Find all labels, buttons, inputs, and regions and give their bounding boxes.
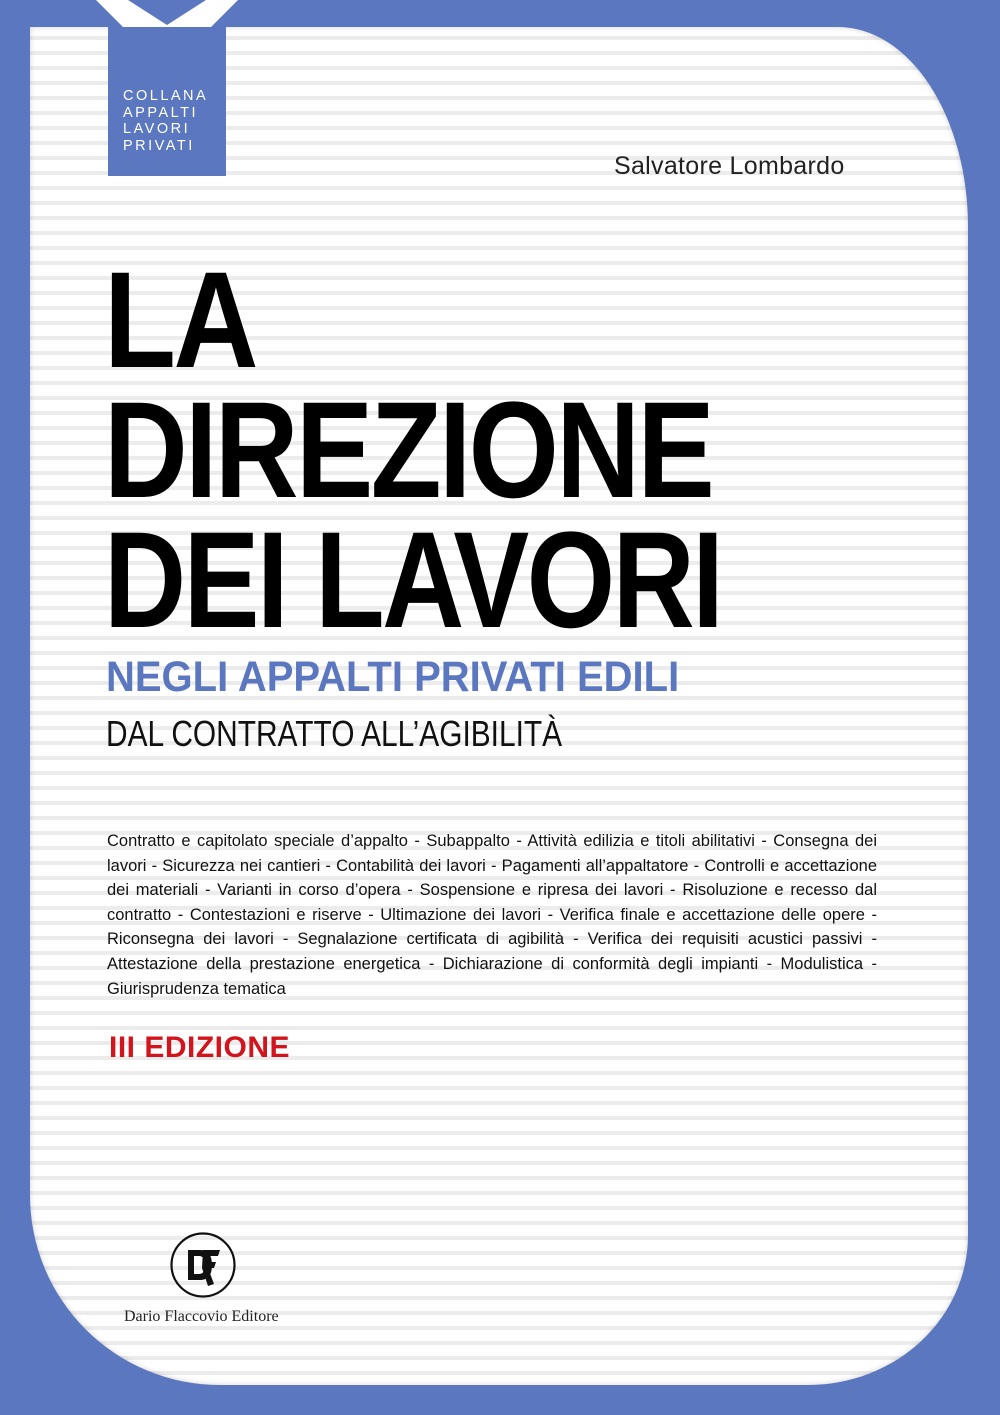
series-label-line: PRIVATI <box>123 137 195 154</box>
series-label-line: COLLANA <box>123 88 209 104</box>
series-label-line: APPALTI <box>123 104 198 121</box>
subtitle-secondary: DAL CONTRATTO ALL’AGIBILITÀ <box>106 713 563 754</box>
author-name: Salvatore Lombardo <box>614 152 845 180</box>
edition-label: III EDIZIONE <box>109 1031 291 1064</box>
series-label <box>123 88 215 154</box>
cover-card <box>30 27 968 1385</box>
title-line: LA <box>104 244 256 397</box>
topics-list: Contratto e capitolato speciale d’appalto - Subappalto - Attività edilizia e titoli abilitativi - Consegna dei lavori - Sicurezza nei cantieri - Contabilità dei lavori - Pagamenti all’appaltatore - Controlli e accettazione dei materiali - Varianti in corso d’opera - Sospensione e ripresa dei lavori - Risoluzione e recesso dal contratto - Contestazioni e riserve - Ultimazione dei lavori - Verifica finale e accettazione delle opere - Riconsegna dei lavori - Segnalazione certificata di agibilità - Verifica dei requisiti acustici passivi - Attestazione della prestazione energetica - Dichiarazione di conformità degli impianti - Modulistica - Giurisprudenza tematica <box>107 832 877 998</box>
title-line: DIREZIONE <box>104 374 713 527</box>
publisher-logo-icon <box>170 1232 236 1298</box>
subtitle: NEGLI APPALTI PRIVATI EDILI <box>106 653 680 701</box>
title-line: DEI LAVORI <box>104 504 722 657</box>
series-label-line: LAVORI <box>123 121 191 137</box>
publisher-name: Dario Flaccovio Editore <box>124 1308 279 1325</box>
book-title <box>104 244 884 657</box>
